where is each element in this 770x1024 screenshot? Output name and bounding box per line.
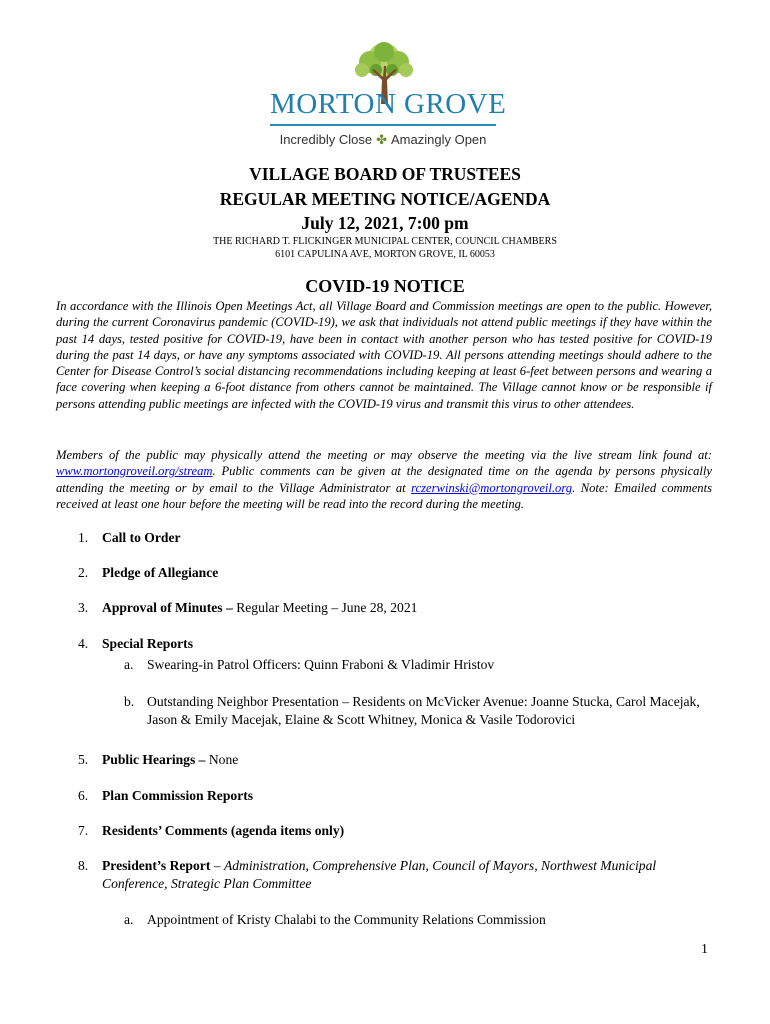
item-label: Public Hearings – None xyxy=(102,752,239,767)
para2-text-c: . Note: Emailed comments received at least one hour before the meeting will be read into the record during the meeting. xyxy=(56,480,713,511)
para2-text-b: . Public comments can be given at the designated time on the agenda by persons physically attending the meeting or by email to the Village Administrator at xyxy=(56,464,712,495)
tagline-right: Amazingly Open xyxy=(391,132,487,147)
item-label: Residents’ Comments (agenda items only) xyxy=(102,823,345,838)
meeting-title: REGULAR MEETING NOTICE/AGENDA xyxy=(219,189,551,209)
item-number: 6. xyxy=(78,788,89,803)
item-number: 4. xyxy=(78,636,89,651)
para2-text-a: Members of the public may physically attend the meeting or may observe the meeting via the live stream link found at: xyxy=(56,448,712,462)
leaf-icon: ✤ xyxy=(376,132,387,147)
item-label: Approval of Minutes – Regular Meeting – June 28, 2021 xyxy=(102,600,418,615)
morton-grove-logo xyxy=(262,40,507,152)
sub-item-text: Appointment of Kristy Chalabi to the Community Relations Commission xyxy=(147,912,546,927)
covid-notice-title: COVID-19 NOTICE xyxy=(305,276,465,296)
meeting-date: July 12, 2021, 7:00 pm xyxy=(301,213,469,233)
item-number: 7. xyxy=(78,823,89,838)
item-number: 2. xyxy=(78,565,89,580)
page-number: 1 xyxy=(701,942,708,957)
item-label: Special Reports xyxy=(102,636,193,651)
email-link[interactable]: rczerwinski@mortongroveil.org xyxy=(411,480,573,495)
item-number: 3. xyxy=(78,600,89,615)
logo-tagline xyxy=(268,132,498,148)
venue-name: THE RICHARD T. FLICKINGER MUNICIPAL CENTER, COUNCIL CHAMBERS xyxy=(213,236,557,247)
sub-item-text: Outstanding Neighbor Presentation – Residents on McVicker Avenue: Joanne Stucka, Carol Macejak, Jason & Emily Macejak, Elaine & Scott Whitney, Monica & Vasile Todorovici xyxy=(147,694,700,727)
venue-address: 6101 CAPULINA AVE, MORTON GROVE, IL 60053 xyxy=(275,249,495,260)
item-number: 1. xyxy=(78,530,89,545)
item-label: Pledge of Allegiance xyxy=(102,565,219,580)
item-number: 8. xyxy=(78,858,89,873)
item-label: Plan Commission Reports xyxy=(102,788,254,803)
covid-notice-paragraph: In accordance with the Illinois Open Meetings Act, all Village Board and Commission meetings are open to the public. However, during the current Coronavirus pandemic (COVID-19), we ask that individuals not attend public meetings if they have within the past 14 days, tested positive for COVID-19, have been in contact with another person who has tested positive for COVID-19 during the past 14 days, or have any symptoms associated with COVID-19. All persons attending meetings should adhere to the Center for Disease Control’s social distancing recommendations including keeping at least 6-feet between persons and wearing a face covering when keeping a 6-foot distance from others cannot be maintained. The Village cannot know or be responsible if persons attending public meetings are infected with the COVID-19 virus and transmit this virus to other attendees. xyxy=(56,299,712,411)
item-number: 5. xyxy=(78,752,89,767)
sub-item-letter: a. xyxy=(124,912,134,927)
item-label: Call to Order xyxy=(102,530,181,545)
board-title: VILLAGE BOARD OF TRUSTEES xyxy=(249,164,521,184)
sub-item-letter: b. xyxy=(124,694,135,709)
item-label: President’s Report – Administration, Comprehensive Plan, Council of Mayors, Northwest Municipal Conference, Strategic Plan Committee xyxy=(102,858,657,891)
logo-underline xyxy=(270,124,496,126)
logo-word-grove: GROVE xyxy=(404,88,507,120)
sub-item-letter: a. xyxy=(124,657,134,672)
tagline-left: Incredibly Close xyxy=(279,132,373,147)
stream-link[interactable]: www.mortongroveil.org/stream xyxy=(56,464,213,479)
sub-item-text: Swearing-in Patrol Officers: Quinn Fraboni & Vladimir Hristov xyxy=(147,657,495,672)
logo-word-morton: MORTON xyxy=(270,88,397,120)
public-attendance-paragraph xyxy=(56,447,712,512)
